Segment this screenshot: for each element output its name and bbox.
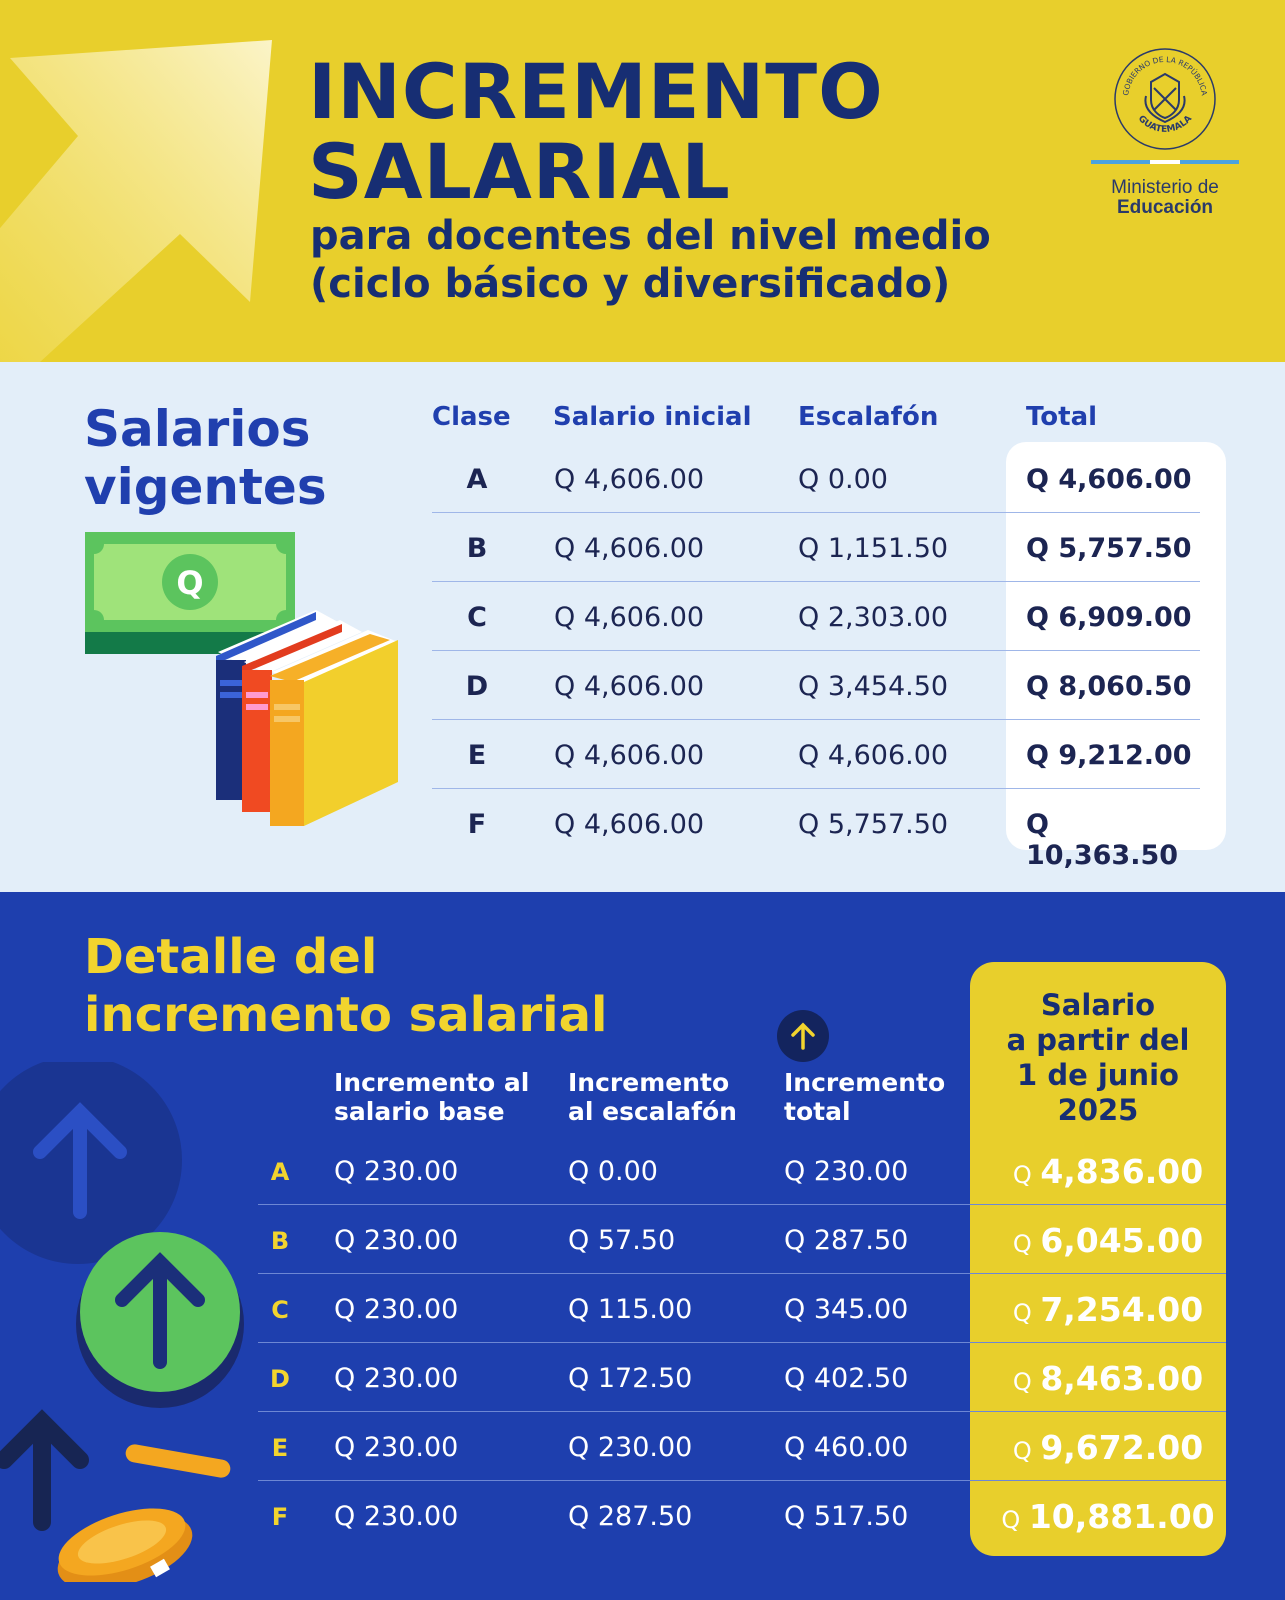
section-title-detail — [84, 928, 607, 1044]
section-title-line-1: Salarios — [84, 400, 311, 458]
new-salary-value: 9,672.00 — [1040, 1428, 1204, 1467]
currency-symbol: Q — [1012, 1161, 1032, 1189]
page-subtitle — [310, 212, 991, 308]
new-salary-value: 6,045.00 — [1040, 1221, 1204, 1260]
arrow-up-right-icon — [0, 0, 290, 362]
page-title — [308, 47, 884, 216]
cell-salario-inicial: Q 4,606.00 — [554, 602, 705, 633]
table-row — [258, 1481, 1226, 1550]
header-line: total — [784, 1097, 851, 1126]
currency-symbol: Q — [1012, 1368, 1032, 1396]
cell-clase: F — [271, 1503, 289, 1531]
table-row — [432, 789, 1200, 871]
table-row — [258, 1412, 1226, 1481]
cell-inc-escalafon: Q 57.50 — [568, 1225, 676, 1256]
cell-inc-base: Q 230.00 — [334, 1156, 459, 1187]
subtitle-line-1: para docentes del nivel medio — [310, 213, 991, 259]
title-line-2: SALARIAL — [308, 127, 731, 216]
cell-inc-escalafon: Q 115.00 — [568, 1294, 693, 1325]
cell-clase: E — [271, 1434, 289, 1462]
cell-salario-inicial: Q 4,606.00 — [554, 740, 705, 771]
increase-badge — [777, 1010, 829, 1062]
table-row — [258, 1205, 1226, 1274]
cell-total: Q 4,606.00 — [1026, 464, 1192, 495]
flag-bar — [1091, 160, 1239, 164]
header-line: Incremento al — [334, 1068, 530, 1097]
column-header-increment-escalafon — [568, 1068, 737, 1126]
column-header-clase: Clase — [432, 402, 511, 432]
new-salary-value: 10,881.00 — [1028, 1497, 1215, 1536]
header-banner — [0, 0, 1285, 362]
section-title-line-2: vigentes — [84, 458, 327, 516]
cell-clase: A — [466, 464, 488, 495]
cell-total: Q 8,060.50 — [1026, 671, 1192, 702]
cell-inc-total: Q 230.00 — [784, 1156, 909, 1187]
currency-symbol: Q — [1001, 1506, 1021, 1534]
increment-detail-section — [0, 892, 1285, 1600]
title-line-1: INCREMENTO — [308, 47, 884, 136]
currency-symbol: Q — [1012, 1437, 1032, 1465]
growth-arrows-illustration — [0, 1062, 250, 1582]
table-row — [258, 1136, 1226, 1205]
cell-new-salary — [998, 1359, 1218, 1398]
cell-total: Q 10,363.50 — [1026, 809, 1179, 871]
guatemala-seal-icon — [1110, 44, 1220, 154]
cell-clase: B — [466, 533, 488, 564]
header-line: Incremento — [568, 1068, 730, 1097]
cell-new-salary — [998, 1152, 1218, 1191]
cell-clase: F — [467, 809, 487, 840]
cell-total: Q 6,909.00 — [1026, 602, 1192, 633]
column-header-increment-base — [334, 1068, 529, 1126]
header-line: salario base — [334, 1097, 505, 1126]
svg-text:GOBIERNO DE LA REPÚBLICA — [1121, 55, 1209, 97]
banknote-symbol: Q — [176, 564, 204, 602]
cell-clase: E — [467, 740, 487, 771]
header-line: a partir del — [1006, 1023, 1190, 1057]
cell-salario-inicial: Q 4,606.00 — [554, 533, 705, 564]
new-salary-value: 7,254.00 — [1040, 1290, 1204, 1329]
header-line: Incremento — [784, 1068, 946, 1097]
header-line: al escalafón — [568, 1097, 737, 1126]
money-and-books-illustration — [80, 532, 410, 842]
table-row — [432, 513, 1200, 582]
new-salary-value: 4,836.00 — [1040, 1152, 1204, 1191]
cell-inc-escalafon: Q 230.00 — [568, 1432, 693, 1463]
table-row — [432, 444, 1200, 513]
cell-total: Q 9,212.00 — [1026, 740, 1192, 771]
cell-escalafon: Q 0.00 — [798, 464, 888, 495]
table-row — [258, 1274, 1226, 1343]
cell-total: Q 5,757.50 — [1026, 533, 1192, 564]
column-header-escalafon: Escalafón — [798, 402, 939, 432]
new-salary-value: 8,463.00 — [1040, 1359, 1204, 1398]
cell-new-salary — [998, 1290, 1218, 1329]
header-line: Salario — [1040, 988, 1156, 1022]
new-salary-header — [970, 988, 1226, 1128]
section-title-line-1: Detalle del — [84, 929, 378, 985]
header-line: 1 de junio — [1017, 1058, 1179, 1092]
table-row — [258, 1343, 1226, 1412]
cell-inc-base: Q 230.00 — [334, 1432, 459, 1463]
cell-inc-total: Q 345.00 — [784, 1294, 909, 1325]
cell-inc-total: Q 287.50 — [784, 1225, 909, 1256]
cell-inc-escalafon: Q 287.50 — [568, 1501, 693, 1532]
ministry-logo — [1085, 44, 1245, 218]
cell-clase: D — [270, 1365, 290, 1393]
current-salaries-section — [0, 362, 1285, 892]
cell-salario-inicial: Q 4,606.00 — [554, 671, 705, 702]
section-title-current — [84, 400, 327, 516]
column-header-increment-total — [784, 1068, 945, 1126]
table-row — [432, 582, 1200, 651]
cell-inc-base: Q 230.00 — [334, 1225, 459, 1256]
cell-new-salary — [998, 1428, 1218, 1467]
cell-inc-base: Q 230.00 — [334, 1501, 459, 1532]
coin — [49, 1495, 202, 1582]
cell-clase: B — [270, 1227, 290, 1255]
column-header-salario-inicial: Salario inicial — [553, 402, 752, 432]
table-row — [432, 720, 1200, 789]
cell-inc-base: Q 230.00 — [334, 1363, 459, 1394]
arrow-up-icon — [4, 1422, 80, 1522]
cell-clase: C — [467, 602, 487, 633]
ministry-line-2: Educación — [1116, 197, 1214, 218]
column-header-total: Total — [1026, 402, 1098, 432]
cell-escalafon: Q 5,757.50 — [798, 809, 949, 840]
cell-escalafon: Q 3,454.50 — [798, 671, 949, 702]
ministry-line-1: Ministerio de — [1111, 177, 1219, 198]
cell-escalafon: Q 1,151.50 — [798, 533, 949, 564]
seal-bottom-text: GUATEMALA — [1135, 113, 1195, 135]
cell-inc-escalafon: Q 0.00 — [568, 1156, 658, 1187]
table-row — [432, 651, 1200, 720]
cell-clase: D — [465, 671, 489, 702]
cell-new-salary — [998, 1497, 1218, 1536]
seal-top-text: GOBIERNO DE LA REPÚBLICA — [1121, 54, 1209, 97]
cell-inc-total: Q 460.00 — [784, 1432, 909, 1463]
cell-inc-total: Q 517.50 — [784, 1501, 909, 1532]
arrow-up-icon — [777, 1010, 829, 1062]
section-title-line-2: incremento salarial — [84, 987, 608, 1043]
cell-escalafon: Q 2,303.00 — [798, 602, 949, 633]
cell-clase: A — [270, 1158, 290, 1186]
cell-escalafon: Q 4,606.00 — [798, 740, 949, 771]
currency-symbol: Q — [1012, 1299, 1032, 1327]
coin-bar — [124, 1443, 232, 1479]
cell-inc-escalafon: Q 172.50 — [568, 1363, 693, 1394]
cell-inc-base: Q 230.00 — [334, 1294, 459, 1325]
header-line: 2025 — [1057, 1093, 1139, 1127]
ministry-name — [1085, 178, 1245, 218]
cell-clase: C — [271, 1296, 289, 1324]
cell-inc-total: Q 402.50 — [784, 1363, 909, 1394]
subtitle-line-2: (ciclo básico y diversificado) — [310, 261, 951, 307]
cell-new-salary — [998, 1221, 1218, 1260]
cell-salario-inicial: Q 4,606.00 — [554, 464, 705, 495]
cell-salario-inicial: Q 4,606.00 — [554, 809, 705, 840]
currency-symbol: Q — [1012, 1230, 1032, 1258]
